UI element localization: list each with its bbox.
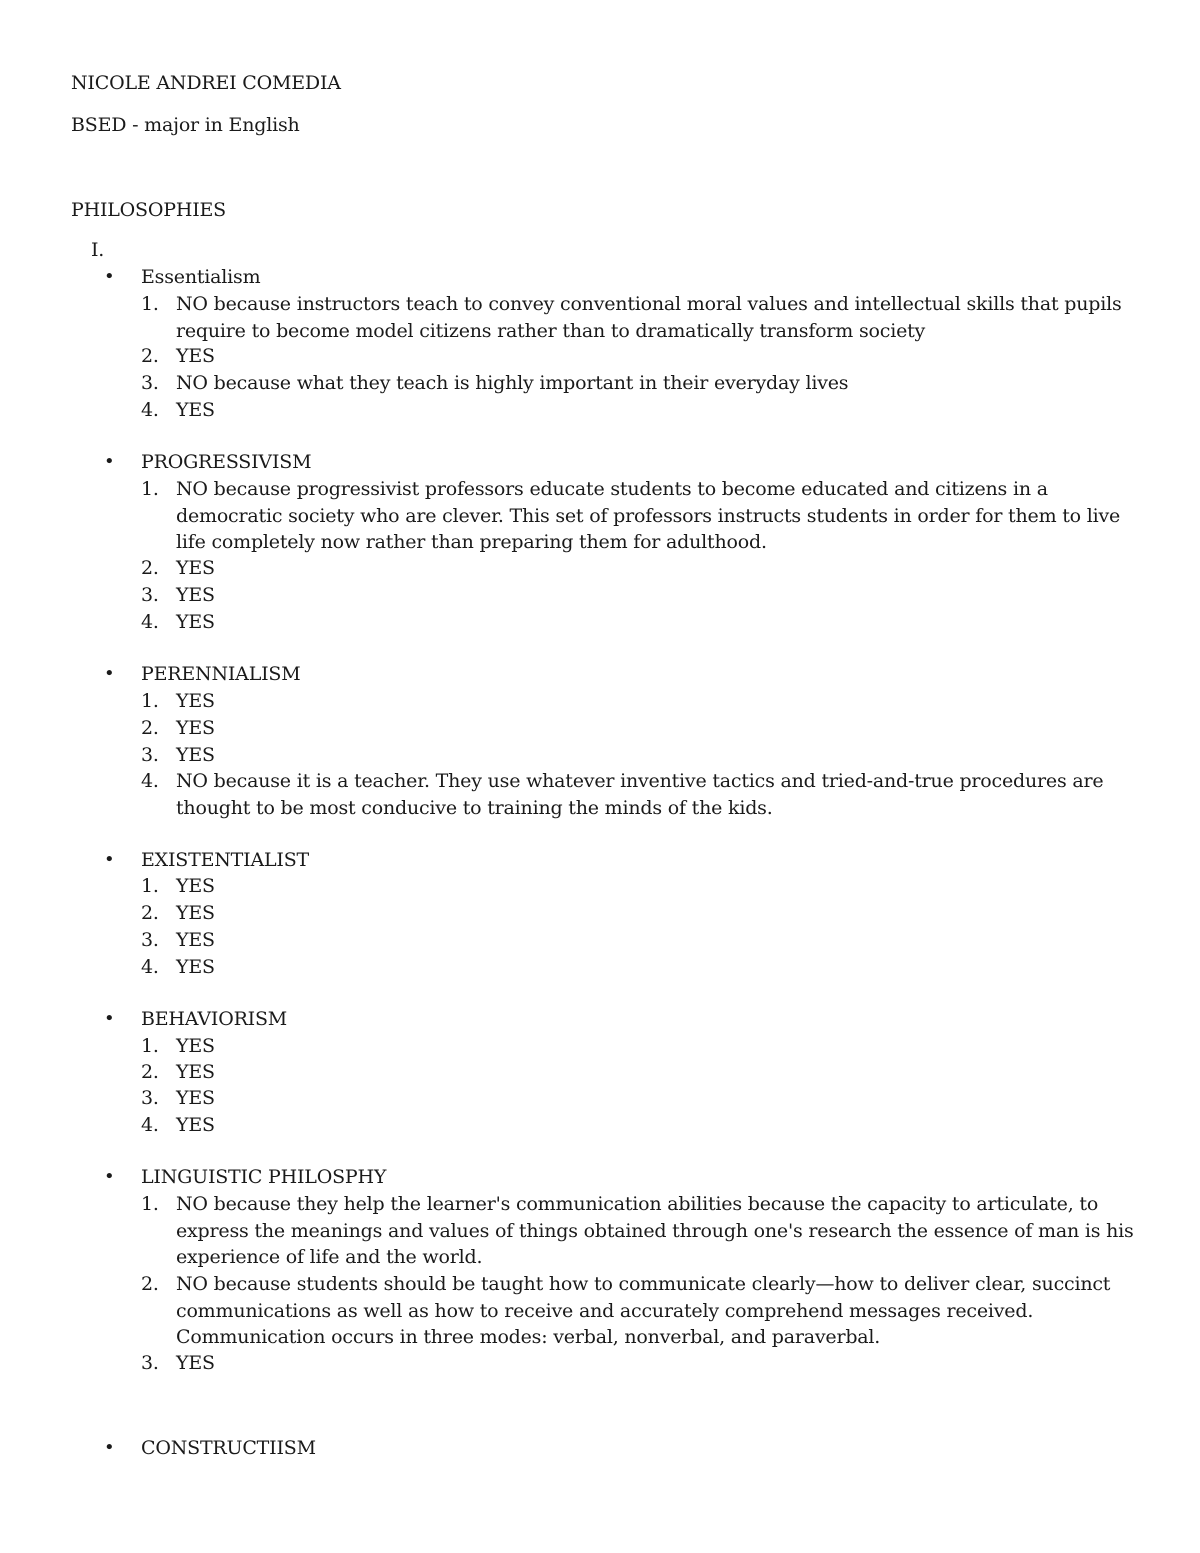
item-number: 1. xyxy=(141,293,159,315)
item-text: YES xyxy=(176,717,215,739)
item-number: 3. xyxy=(141,1087,159,1109)
item-number: 4. xyxy=(141,399,159,421)
item-number: 3. xyxy=(141,1352,159,1374)
item-text: NO because what they teach is highly important in their everyday lives xyxy=(176,372,849,394)
item-text: YES xyxy=(176,1061,215,1083)
item-text: YES xyxy=(176,1114,215,1136)
item-text: NO because progressivist professors educate students to become educated and citizens in a democratic society who are clever. This set of professors instructs students in order for them to live life completely now rather than preparing them for adulthood. xyxy=(176,478,1121,553)
item-number: 1. xyxy=(141,1035,159,1057)
section-heading xyxy=(0,1006,1200,1032)
item-text: NO because students should be taught how to communicate clearly—how to deliver clear, succinct communications as well as how to receive and accurately comprehend messages received. Communication occurs in three modes: verbal, nonverbal, and paraverbal. xyxy=(176,1273,1111,1348)
section-title: CONSTRUCTIISM xyxy=(141,1437,316,1459)
item-text: YES xyxy=(176,399,215,421)
bullet-icon: • xyxy=(104,1166,115,1187)
item-text: YES xyxy=(176,690,215,712)
item-text: YES xyxy=(176,1035,215,1057)
section-title: EXISTENTIALIST xyxy=(141,849,309,871)
item-text: YES xyxy=(176,744,215,766)
section-heading xyxy=(0,1164,1200,1190)
item-text: YES xyxy=(176,584,215,606)
item-text: NO because instructors teach to convey conventional moral values and intellectual skills that pupils require to become model citizens rather than to dramatically transform society xyxy=(176,293,1122,342)
page-title: PHILOSOPHIES xyxy=(71,199,226,221)
section-heading xyxy=(0,847,1200,873)
section-heading xyxy=(0,1435,1200,1461)
roman-numeral: I. xyxy=(91,239,105,261)
item-number: 2. xyxy=(141,902,159,924)
section-title: Essentialism xyxy=(141,266,261,288)
item-number: 3. xyxy=(141,372,159,394)
author-name: NICOLE ANDREI COMEDIA xyxy=(71,72,341,94)
item-text: YES xyxy=(176,902,215,924)
section-heading xyxy=(0,449,1200,475)
item-text: YES xyxy=(176,1352,215,1374)
item-number: 4. xyxy=(141,611,159,633)
item-number: 4. xyxy=(141,1114,159,1136)
item-number: 1. xyxy=(141,478,159,500)
item-number: 2. xyxy=(141,1061,159,1083)
section-heading xyxy=(0,661,1200,687)
item-number: 3. xyxy=(141,929,159,951)
bullet-icon: • xyxy=(104,266,115,287)
bullet-icon: • xyxy=(104,451,115,472)
section-title: PROGRESSIVISM xyxy=(141,451,312,473)
item-text: NO because it is a teacher. They use whatever inventive tactics and tried-and-true procedures are thought to be most conducive to training the minds of the kids. xyxy=(176,770,1104,819)
item-number: 3. xyxy=(141,584,159,606)
section-title: PERENNIALISM xyxy=(141,663,301,685)
bullet-icon: • xyxy=(104,1008,115,1029)
bullet-icon: • xyxy=(104,1437,115,1458)
item-text: YES xyxy=(176,929,215,951)
item-text: YES xyxy=(176,611,215,633)
item-number: 2. xyxy=(141,717,159,739)
item-number: 1. xyxy=(141,875,159,897)
item-number: 2. xyxy=(141,345,159,367)
item-text: YES xyxy=(176,557,215,579)
item-text: YES xyxy=(176,875,215,897)
item-text: NO because they help the learner's communication abilities because the capacity to articulate, to express the meanings and values of things obtained through one's research the essence of man is his experience of life and the world. xyxy=(176,1193,1134,1268)
item-number: 2. xyxy=(141,557,159,579)
section-title: LINGUISTIC PHILOSPHY xyxy=(141,1166,387,1188)
item-number: 2. xyxy=(141,1273,159,1295)
item-text: YES xyxy=(176,956,215,978)
item-text: YES xyxy=(176,1087,215,1109)
item-text: YES xyxy=(176,345,215,367)
program-line: BSED - major in English xyxy=(71,114,300,136)
item-number: 3. xyxy=(141,744,159,766)
section-title: BEHAVIORISM xyxy=(141,1008,288,1030)
section-heading xyxy=(0,264,1200,290)
bullet-icon: • xyxy=(104,663,115,684)
bullet-icon: • xyxy=(104,849,115,870)
item-number: 1. xyxy=(141,690,159,712)
item-number: 1. xyxy=(141,1193,159,1215)
item-number: 4. xyxy=(141,956,159,978)
item-number: 4. xyxy=(141,770,159,792)
